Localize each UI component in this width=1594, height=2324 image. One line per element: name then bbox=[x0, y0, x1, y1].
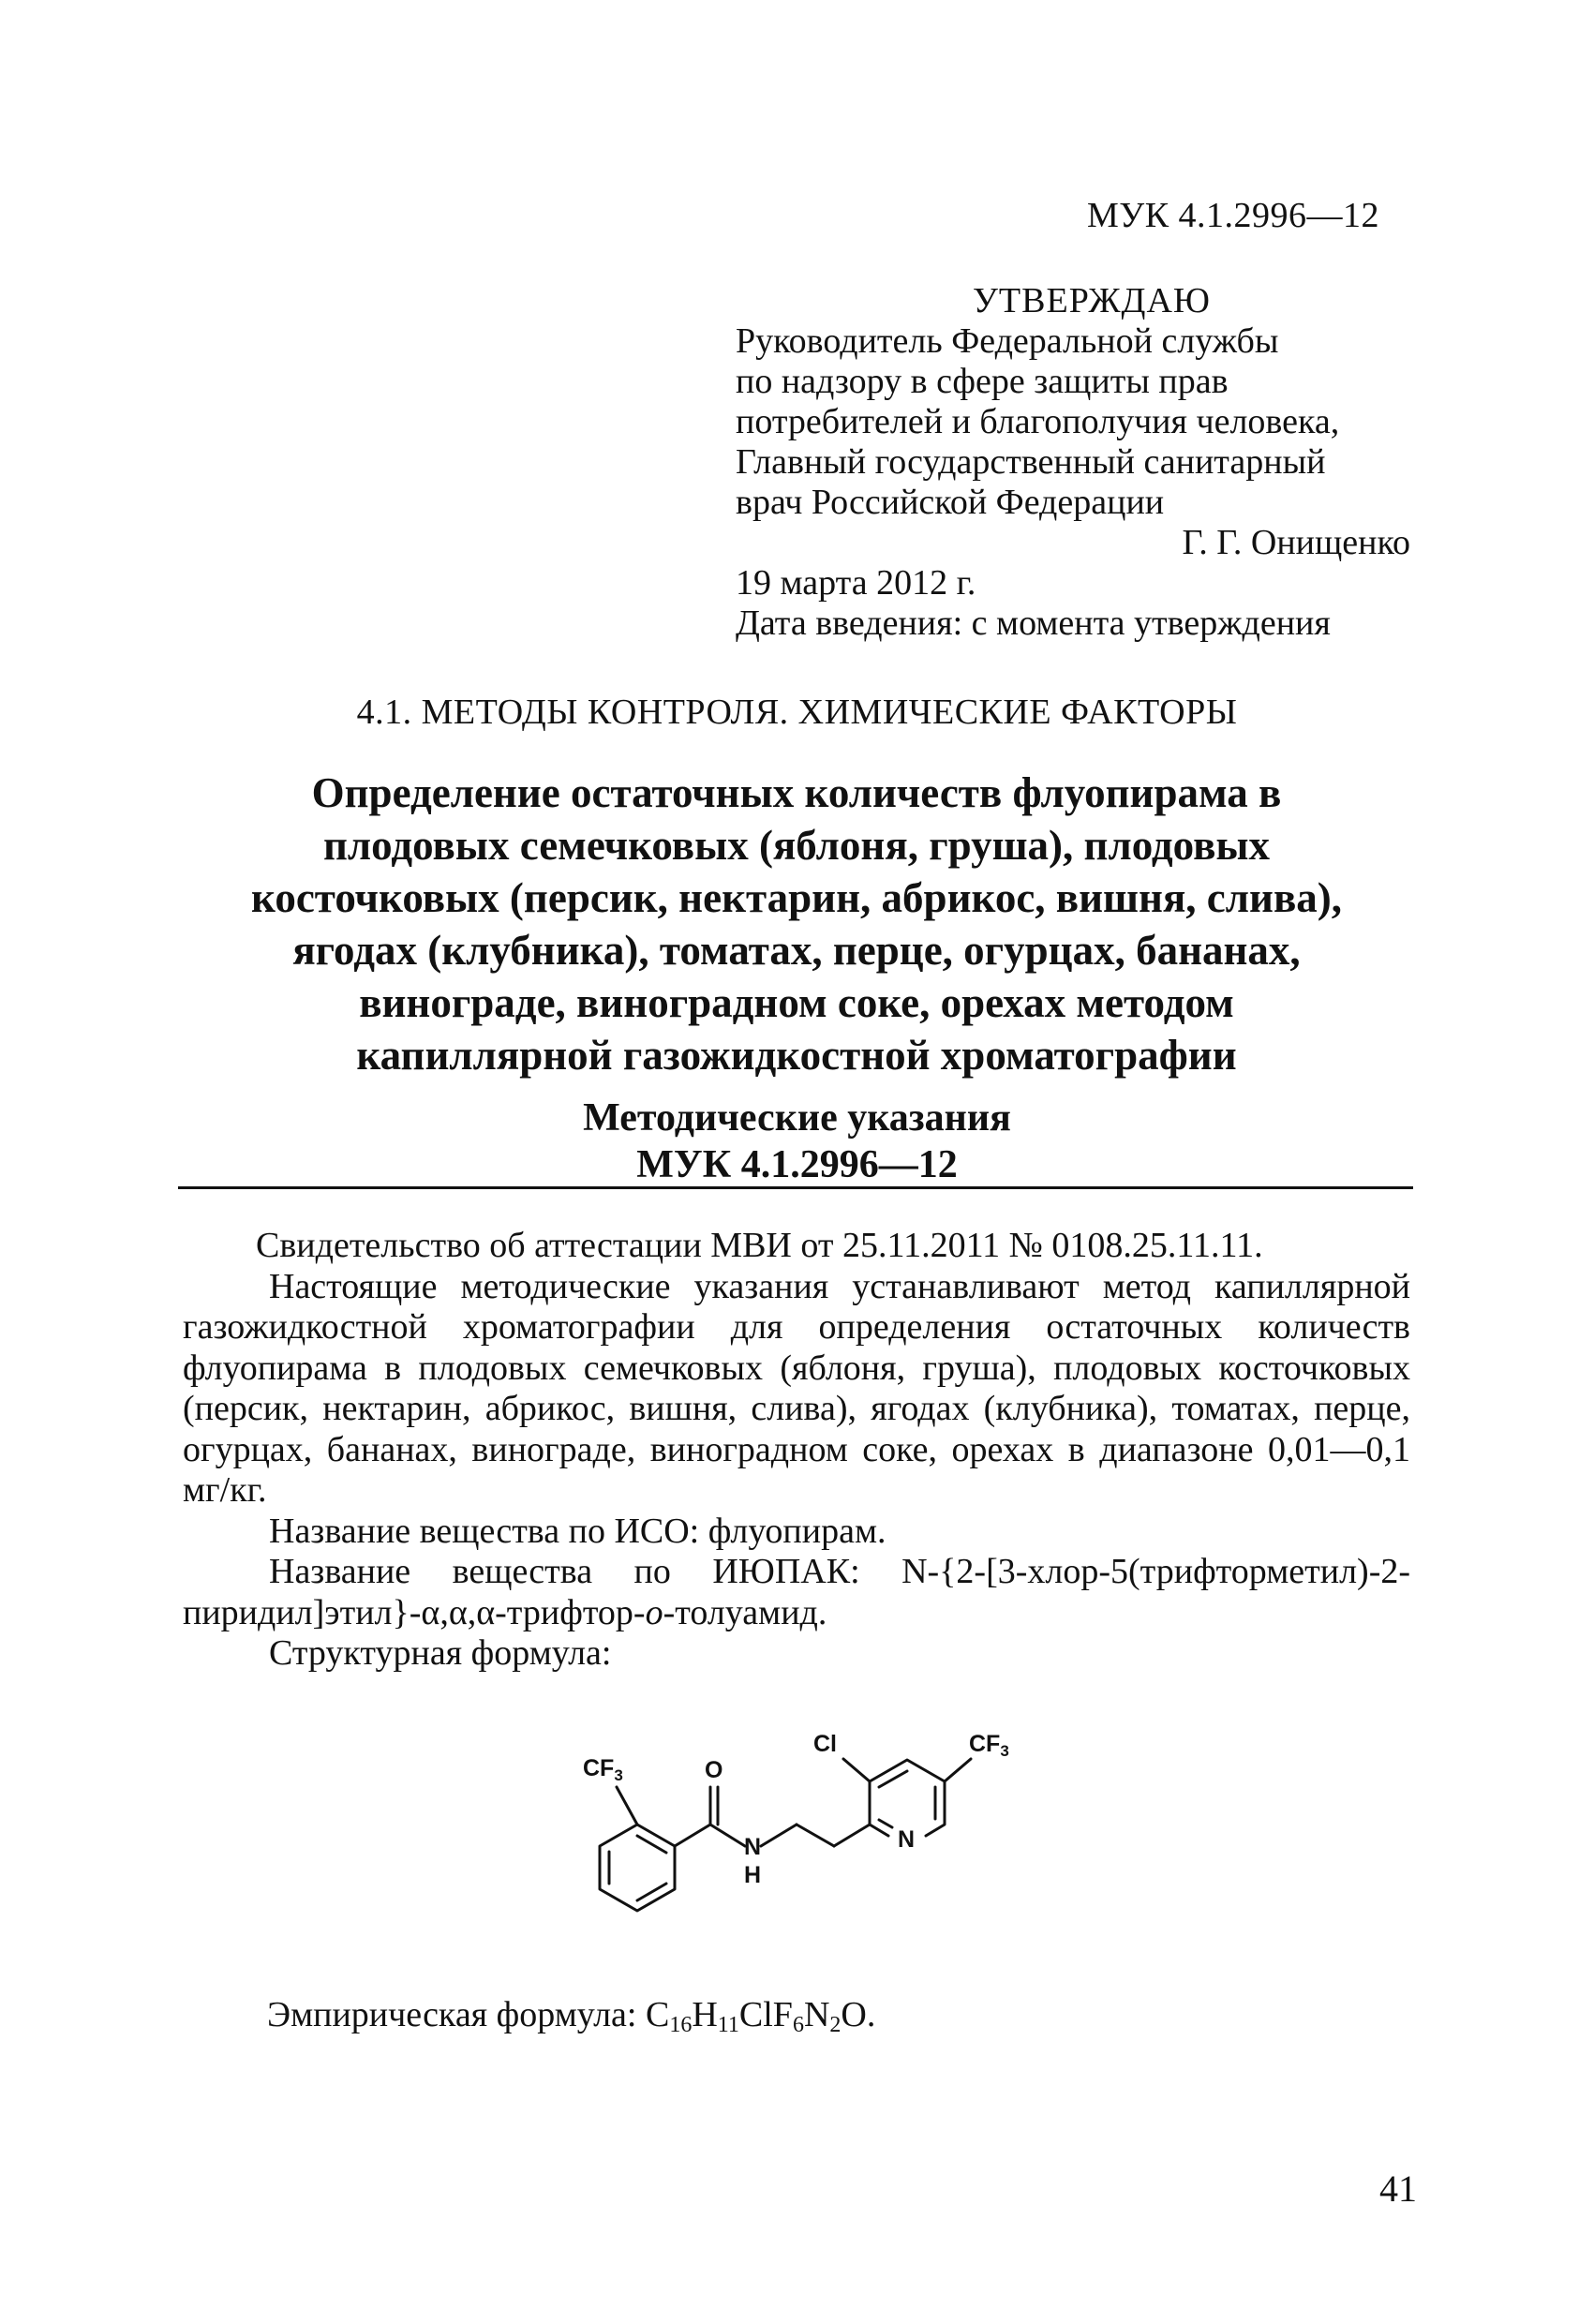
chain-bond bbox=[834, 1825, 870, 1846]
molecule-bonds bbox=[600, 1759, 971, 1911]
amide-hydrogen-label: H bbox=[744, 1862, 762, 1888]
formula-subscript: 6 bbox=[792, 2013, 804, 2037]
approval-position-line: потребителей и благополучия человека, bbox=[736, 402, 1340, 441]
cf3-bond bbox=[945, 1759, 971, 1781]
formula-element: O. bbox=[841, 1995, 876, 2034]
chlorine-bond bbox=[843, 1759, 870, 1781]
title-line: капиллярной газожидкостной хроматографии bbox=[356, 1032, 1237, 1079]
formula-element: ClF bbox=[738, 1995, 793, 2034]
horizontal-rule bbox=[178, 1186, 1413, 1189]
iupac-name-prefix: Название вещества по ИЮПАК: N-{2-[3-хлор-5(трифторметил)-2-пиридил]этил}-α,α,α-трифтор- bbox=[183, 1552, 1410, 1632]
pyridine-nitrogen-label: N bbox=[898, 1826, 916, 1853]
page-number: 41 bbox=[1379, 2168, 1417, 2210]
approval-position-line: Главный государственный санитарный bbox=[736, 442, 1326, 482]
approval-position-line: Руководитель Федеральной службы bbox=[736, 321, 1279, 361]
approval-title: УТВЕРЖДАЮ bbox=[973, 281, 1211, 320]
iupac-name-suffix: -толуамид. bbox=[663, 1592, 827, 1632]
structural-formula bbox=[562, 1710, 1143, 1963]
document-title bbox=[159, 767, 1434, 1081]
iso-name-paragraph: Название вещества по ИСО: флуопирам. bbox=[269, 1511, 886, 1551]
amide-bond bbox=[675, 1825, 710, 1846]
title-line: косточковых (персик, нектарин, абрикос, вишня, слива), bbox=[251, 874, 1342, 921]
formula-element: C bbox=[645, 1995, 670, 2034]
certificate-paragraph: Свидетельство об аттестации МВИ от 25.11.2011 № 0108.25.11.11. bbox=[256, 1226, 1263, 1265]
approval-position-line: по надзору в сфере защиты прав bbox=[736, 362, 1229, 401]
cf3-label: $CF_3$ bbox=[969, 1731, 1009, 1760]
approval-effective-date: Дата введения: с момента утверждения bbox=[736, 603, 1331, 643]
approval-signatory: Г. Г. Онищенко bbox=[1182, 523, 1410, 562]
cf3-bond bbox=[617, 1787, 637, 1825]
approval-block bbox=[736, 281, 1410, 644]
title-line: плодовых семечковых (яблоня, груша), плодовых bbox=[322, 822, 1271, 869]
benzene-ring bbox=[600, 1825, 675, 1911]
title-line: ягодах (клубника), томатах, перце, огурцах, бананах, bbox=[292, 927, 1301, 974]
section-heading: 4.1. МЕТОДЫ КОНТРОЛЯ. ХИМИЧЕСКИЕ ФАКТОРЫ bbox=[356, 693, 1238, 732]
approval-position-line: врач Российской Федерации bbox=[736, 483, 1165, 522]
oxygen-label: O bbox=[705, 1757, 723, 1783]
doc-code: МУК 4.1.2996—12 bbox=[1087, 196, 1380, 235]
guidelines-code: МУК 4.1.2996—12 bbox=[636, 1143, 958, 1186]
title-line: Определение остаточных количеств флуопирама в bbox=[311, 769, 1282, 816]
chain-bond bbox=[761, 1825, 797, 1846]
cf3-label: $CF_3$ bbox=[583, 1755, 623, 1784]
structure-label: Структурная формула: bbox=[269, 1633, 612, 1673]
formula-subscript: 11 bbox=[717, 2013, 739, 2037]
pyridine-double-bond bbox=[879, 1820, 892, 1827]
formula-subscript: 16 bbox=[669, 2013, 693, 2037]
empirical-formula-value bbox=[645, 1995, 876, 2037]
body-text bbox=[183, 1226, 1410, 1675]
chain-bond bbox=[797, 1825, 834, 1846]
formula-subscript: 2 bbox=[829, 2013, 842, 2037]
formula-element: H bbox=[692, 1995, 718, 2034]
scope-paragraph: Настоящие методические указания устанавливают метод капиллярной газожидкостной хроматографии для определения остаточных количеств флуопирама в плодовых семечковых (яблоня, груша), плодовых косточковых (персик, нектарин, абрикос, вишня, слива), ягодах (клубника), томатах, перце, огурцах, бананах, винограде, виноградном соке, орехах в диапазоне 0,01—0,1 мг/кг. bbox=[183, 1266, 1410, 1510]
pyridine-ring-bond bbox=[870, 1825, 888, 1836]
iupac-name-paragraph bbox=[183, 1552, 1410, 1633]
formula-element: N bbox=[803, 1995, 830, 2034]
approval-date: 19 марта 2012 г. bbox=[736, 563, 976, 603]
chlorine-label: Cl bbox=[813, 1731, 837, 1757]
amide-nitrogen-label: N bbox=[744, 1834, 762, 1860]
amide-bond bbox=[710, 1825, 745, 1846]
empirical-formula bbox=[267, 1994, 875, 2035]
guidelines-label: Методические указания bbox=[583, 1096, 1011, 1140]
guidelines-heading bbox=[0, 1095, 1594, 1188]
iupac-name-italic: o bbox=[645, 1592, 663, 1632]
title-line: винограде, виноградном соке, орехах методом bbox=[359, 979, 1234, 1026]
empirical-formula-label: Эмпирическая формула: bbox=[267, 1995, 646, 2034]
